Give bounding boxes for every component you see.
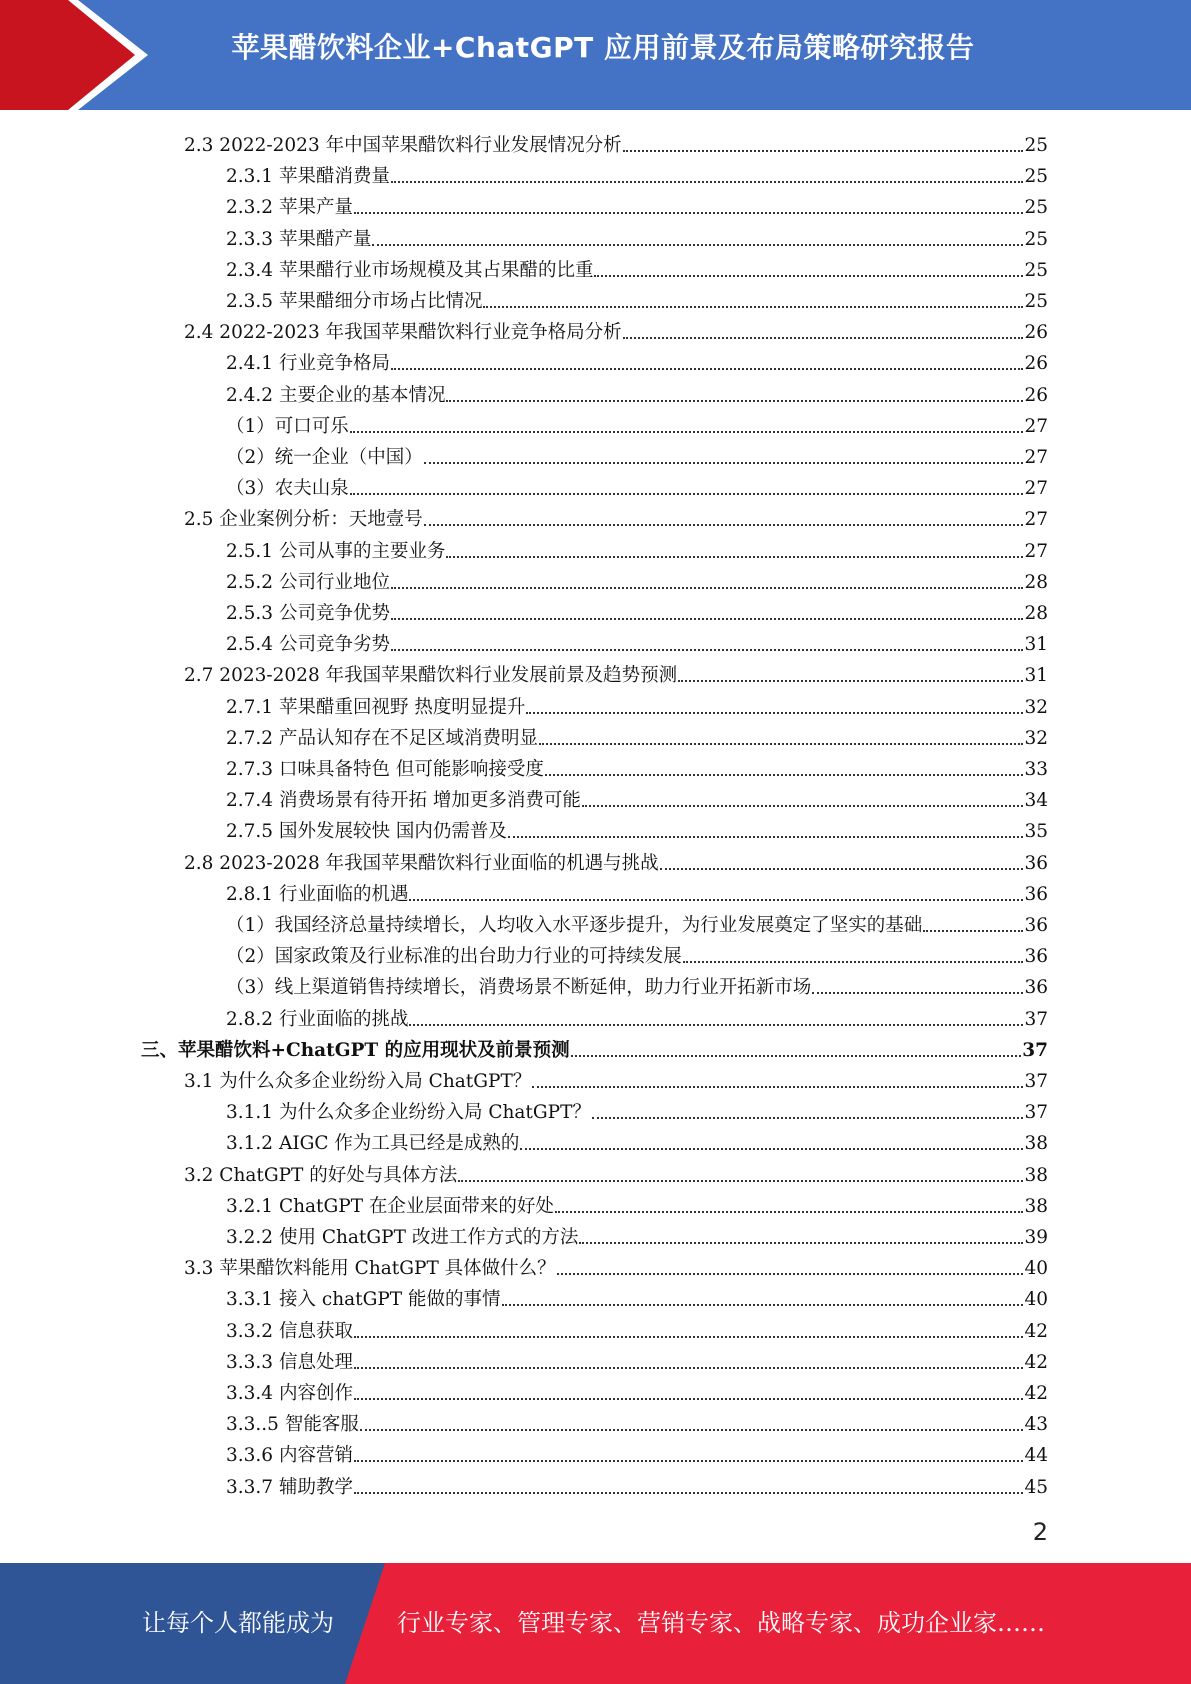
toc-entry-label: 2.7.4 消费场景有待开拓 增加更多消费可能 [226,790,581,812]
toc-leader-dots [557,1270,1024,1275]
toc-entry-label: 2.3 2022-2023 年中国苹果醋饮料行业发展情况分析 [184,135,622,156]
toc-entry[interactable] [226,1188,1048,1219]
toc-leader-dots [683,958,1024,963]
toc-leader-dots [532,1083,1023,1088]
toc-entry-label: 2.4.1 行业竞争格局 [226,353,390,375]
toc-leader-dots [354,1457,1024,1462]
toc-entry-label: （2）国家政策及行业标准的出台助力行业的可持续发展 [226,946,682,968]
toc-leader-dots [582,802,1024,807]
toc-entry-page: 36 [1024,883,1048,905]
toc-entry-label: 2.4 2022-2023 年我国苹果醋饮料行业竞争格局分析 [184,322,622,344]
toc-leader-dots [923,927,1023,932]
toc-leader-dots [424,521,1024,526]
toc-entry[interactable] [184,1157,1048,1188]
toc-entry[interactable] [226,1437,1048,1468]
toc-entry-page: 31 [1024,665,1048,687]
toc-entry[interactable] [226,907,1048,938]
toc-entry-label: 2.4.2 主要企业的基本情况 [226,384,446,406]
toc-leader-dots [594,272,1023,277]
toc-entry-page: 42 [1024,1351,1048,1373]
toc-leader-dots [446,397,1023,402]
toc-entry[interactable] [226,626,1048,657]
toc-entry-page: 42 [1024,1320,1048,1342]
toc-entry-label: 2.5.3 公司竞争优势 [226,603,390,624]
toc-entry-page: 38 [1024,1164,1048,1186]
toc-entry-page: 38 [1024,1133,1048,1155]
toc-entry[interactable] [226,1001,1048,1032]
toc-entry-label: 2.5 企业案例分析：天地壹号 [184,509,423,531]
toc-leader-dots [446,553,1023,558]
toc-entry-page: 36 [1024,946,1048,968]
toc-entry-page: 25 [1024,228,1048,250]
toc-entry-label: 2.7.2 产品认知存在不足区域消费明显 [226,727,538,749]
toc-leader-dots [592,1114,1024,1119]
toc-entry-page: 42 [1024,1383,1048,1404]
toc-leader-dots [391,365,1023,370]
page-number: 2 [1032,1518,1048,1546]
toc-entry-label: 3.3.6 内容营销 [226,1445,353,1467]
toc-entry[interactable] [226,158,1048,189]
toc-entry-page: 44 [1024,1445,1048,1467]
toc-entry[interactable] [226,408,1048,439]
toc-entry[interactable] [226,876,1048,907]
toc-entry[interactable] [226,377,1048,408]
toc-entry-label: （1）可口可乐 [226,415,349,437]
toc-entry-page: 25 [1024,166,1048,188]
toc-leader-dots [350,490,1024,495]
toc-leader-dots [354,209,1024,214]
toc-entry-page: 37 [1022,1039,1048,1061]
toc-entry-page: 38 [1024,1195,1048,1217]
toc-entry-page: 36 [1024,915,1048,936]
toc-entry-page: 35 [1024,821,1048,843]
toc-entry[interactable] [184,1250,1048,1281]
toc-leader-dots [354,1333,1024,1338]
toc-entry-page: 32 [1024,696,1048,718]
footer-slogan-right: 行业专家、管理专家、营销专家、战略专家、成功企业家…… [397,1609,1045,1637]
toc-entry-label: 2.7.1 苹果醋重回视野 热度明显提升 [226,696,526,718]
toc-entry-label: 3.2.2 使用 ChatGPT 改进工作方式的方法 [226,1227,579,1248]
toc-entry[interactable] [226,595,1048,626]
toc-entry-page: 28 [1024,603,1048,624]
toc-entry-page: 25 [1024,135,1048,156]
toc-entry[interactable] [184,314,1048,345]
toc-entry-page: 36 [1024,852,1048,874]
toc-leader-dots [555,1208,1024,1213]
toc-entry-label: 3.2 ChatGPT 的好处与具体方法 [184,1164,458,1186]
toc-leader-dots [526,709,1023,714]
toc-entry-page: 27 [1024,509,1048,531]
toc-entry-page: 25 [1024,259,1048,281]
toc-entry-label: 3.3.3 信息处理 [226,1351,353,1373]
toc-entry-label: 2.8.1 行业面临的机遇 [226,883,409,905]
toc-entry[interactable] [226,283,1048,314]
toc-entry[interactable] [141,1032,1048,1063]
toc-leader-dots [354,1489,1024,1494]
footer-slogan-left: 让每个人都能成为 [142,1609,334,1637]
toc-entry-label: 2.3.5 苹果醋细分市场占比情况 [226,291,483,312]
toc-entry-label: 2.7.3 口味具备特色 但可能影响接受度 [226,759,544,780]
toc-entry-label: 2.7.5 国外发展较快 国内仍需普及 [226,821,507,843]
toc-leader-dots [391,646,1023,651]
toc-entry[interactable] [184,845,1048,876]
toc-entry-page: 27 [1024,447,1048,468]
toc-entry-page: 40 [1024,1289,1048,1311]
toc-entry[interactable] [226,1406,1048,1437]
toc-entry-label: 2.3.4 苹果醋行业市场规模及其占果醋的比重 [226,259,594,281]
toc-entry[interactable] [226,470,1048,501]
report-title: 苹果醋饮料企业+ChatGPT 应用前景及布局策略研究报告 [231,31,975,64]
toc-entry-page: 32 [1024,727,1048,749]
toc-entry[interactable] [226,564,1048,595]
toc-entry-label: 3.3.1 接入 chatGPT 能做的事情 [226,1289,501,1311]
toc-entry-page: 25 [1024,291,1048,312]
toc-entry-label: （1）我国经济总量持续增长，人均收入水平逐步提升，为行业发展奠定了坚实的基础 [226,915,923,936]
toc-entry-page: 36 [1024,977,1048,999]
toc-leader-dots [520,1145,1023,1150]
toc-entry-page: 45 [1024,1476,1048,1498]
toc-leader-dots [812,989,1023,994]
toc-leader-dots [354,1395,1024,1400]
toc-leader-dots [391,615,1023,620]
toc-entry-page: 28 [1024,571,1048,593]
toc-leader-dots [391,178,1023,183]
toc-leader-dots [483,303,1023,308]
toc-entry-label: 3.3..5 智能客服 [226,1414,359,1436]
toc-entry[interactable] [226,1375,1048,1406]
toc-entry[interactable] [226,720,1048,751]
toc-entry-label: 2.5.4 公司竞争劣势 [226,634,390,656]
toc-entry-label: 3.1.2 AIGC 作为工具已经是成熟的 [226,1133,520,1155]
toc-entry[interactable] [226,189,1048,220]
toc-entry-label: 3.1.1 为什么众多企业纷纷入局 ChatGPT？ [226,1102,591,1124]
toc-entry-label: 3.3.4 内容创作 [226,1383,353,1404]
toc-entry[interactable] [226,1219,1048,1250]
toc-entry-page: 40 [1024,1258,1048,1280]
toc-entry-label: 2.5.1 公司从事的主要业务 [226,540,446,562]
toc-entry-page: 31 [1024,634,1048,656]
toc-entry-label: （3）农夫山泉 [226,478,349,500]
page-footer [0,1563,1191,1684]
toc-entry-label: 2.3.2 苹果产量 [226,197,353,219]
toc-leader-dots [354,1364,1024,1369]
toc-entry[interactable] [226,938,1048,969]
toc-entry[interactable] [184,501,1048,532]
toc-leader-dots [409,896,1023,901]
toc-entry-label: 2.5.2 公司行业地位 [226,571,390,593]
toc-entry-page: 34 [1024,790,1048,812]
toc-entry-label: 3.3.2 信息获取 [226,1320,353,1342]
toc-entry-page: 26 [1024,384,1048,406]
toc-entry[interactable] [184,127,1048,158]
toc-entry-label: （3）线上渠道销售持续增长，消费场景不断延伸，助力行业开拓新市场 [226,977,812,999]
toc-entry[interactable] [226,751,1048,782]
toc-entry-page: 39 [1024,1227,1048,1248]
toc-entry[interactable] [226,439,1048,470]
toc-entry-label: 2.8 2023-2028 年我国苹果醋饮料行业面临的机遇与挑战 [184,852,659,874]
toc-leader-dots [424,459,1024,464]
toc-entry-page: 27 [1024,478,1048,500]
toc-entry-page: 25 [1024,197,1048,219]
toc-leader-dots [458,1177,1023,1182]
toc-entry[interactable] [226,969,1048,1000]
toc-entry[interactable] [226,345,1048,376]
toc-entry[interactable] [226,1094,1048,1125]
toc-entry-label: 2.8.2 行业面临的挑战 [226,1008,409,1030]
toc-entry-label: 3.3.7 辅助教学 [226,1476,353,1498]
toc-entry-page: 27 [1024,540,1048,562]
toc-entry-page: 26 [1024,353,1048,375]
toc-leader-dots [660,865,1024,870]
toc-entry-page: 43 [1024,1414,1048,1436]
toc-entry-label: 2.3.1 苹果醋消费量 [226,166,390,188]
toc-leader-dots [571,1052,1022,1057]
toc-entry-label: 3.3 苹果醋饮料能用 ChatGPT 具体做什么？ [184,1258,556,1280]
toc-leader-dots [623,147,1024,152]
toc-leader-dots [539,740,1023,745]
toc-entry[interactable] [184,657,1048,688]
toc-leader-dots [502,1301,1024,1306]
toc-entry[interactable] [226,1125,1048,1156]
toc-entry-label: 3.2.1 ChatGPT 在企业层面带来的好处 [226,1195,554,1217]
toc-entry[interactable] [226,1281,1048,1312]
toc-entry-page: 37 [1024,1071,1048,1092]
toc-leader-dots [372,241,1023,246]
toc-entry-label: 3.1 为什么众多企业纷纷入局 ChatGPT？ [184,1071,532,1092]
toc-entry[interactable] [226,221,1048,252]
toc-entry[interactable] [226,689,1048,720]
toc-entry[interactable] [226,1313,1048,1344]
toc-entry-page: 33 [1024,759,1048,780]
toc-entry-label: 三、苹果醋饮料+ChatGPT 的应用现状及前景预测 [141,1039,570,1061]
toc-entry[interactable] [226,813,1048,844]
toc-leader-dots [508,833,1024,838]
toc-leader-dots [678,677,1023,682]
toc-leader-dots [350,428,1024,433]
toc-entry-page: 26 [1024,322,1048,344]
toc-entry-label: （2）统一企业（中国） [226,447,423,468]
toc-entry[interactable] [226,1469,1048,1500]
toc-entry[interactable] [226,533,1048,564]
toc-leader-dots [623,334,1024,339]
toc-entry[interactable] [226,782,1048,813]
toc-entry-page: 37 [1024,1102,1048,1124]
toc-leader-dots [579,1239,1023,1244]
toc-entry-page: 27 [1024,415,1048,437]
toc-entry-page: 37 [1024,1008,1048,1030]
toc-leader-dots [545,771,1024,776]
toc-leader-dots [360,1426,1024,1431]
toc-leader-dots [409,1021,1023,1026]
toc-entry[interactable] [226,1344,1048,1375]
toc-leader-dots [391,584,1023,589]
toc-entry-label: 2.3.3 苹果醋产量 [226,228,372,250]
page-header [0,0,1191,110]
toc-entry-label: 2.7 2023-2028 年我国苹果醋饮料行业发展前景及趋势预测 [184,665,678,687]
toc-entry[interactable] [184,1063,1048,1094]
toc-entry[interactable] [226,252,1048,283]
